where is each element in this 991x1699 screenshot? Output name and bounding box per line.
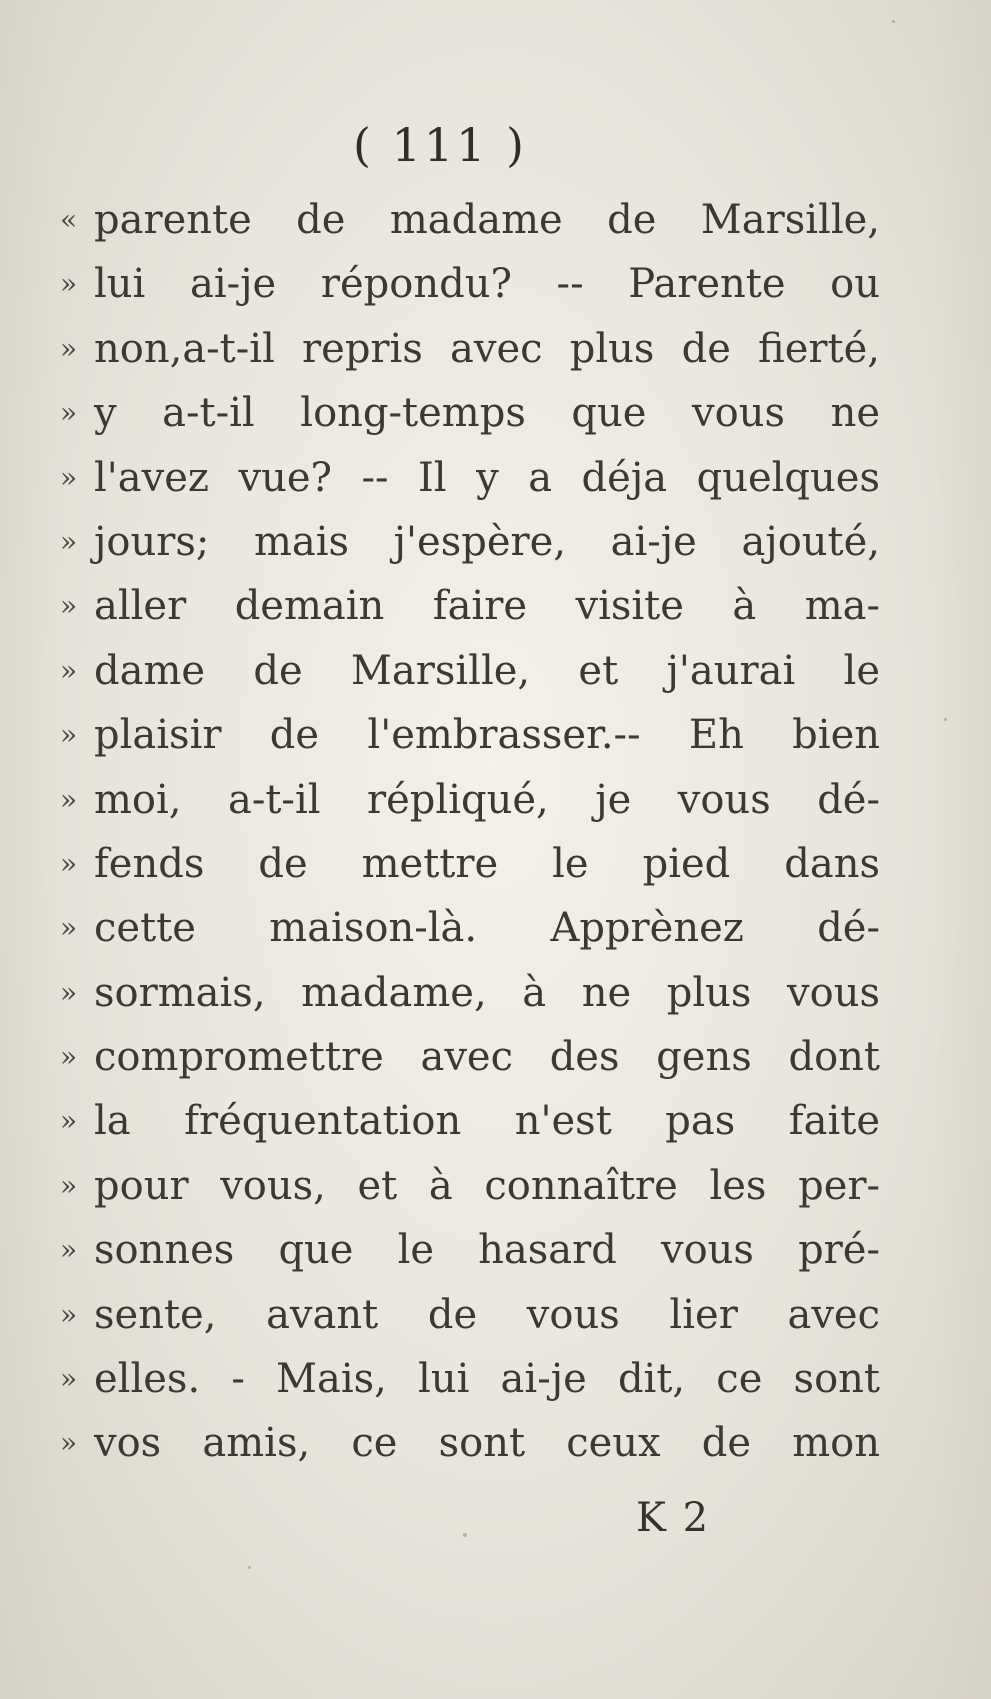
quotation-mark: » xyxy=(60,653,78,687)
line-text: jours; mais j'espère, ai-je ajouté, xyxy=(94,518,880,565)
quotation-mark: » xyxy=(60,1426,78,1460)
line-text: plaisir de l'embrasser.-- Eh bien xyxy=(94,712,880,759)
text-line xyxy=(60,1025,880,1089)
quotation-mark: » xyxy=(60,460,78,494)
text-line xyxy=(60,446,880,510)
line-text: l'avez vue? -- Il y a déja quelques xyxy=(94,454,880,501)
line-text: dame de Marsille, et j'aurai le xyxy=(94,647,880,694)
line-text: sente, avant de vous lier avec xyxy=(94,1291,880,1338)
quotation-mark: « xyxy=(60,203,78,236)
text-line xyxy=(60,381,880,445)
paper-speck xyxy=(463,1533,467,1537)
text-line xyxy=(60,703,880,767)
line-text: y a-t-il long-temps que vous ne xyxy=(94,390,880,437)
quotation-mark: » xyxy=(60,331,78,365)
text-line xyxy=(60,896,880,960)
quotation-mark: » xyxy=(60,267,78,301)
line-text: sormais, madame, à ne plus vous xyxy=(94,969,880,1016)
text-line xyxy=(60,574,880,638)
line-text: elles. - Mais, lui ai-je dit, ce sont xyxy=(94,1356,880,1403)
text-line xyxy=(60,832,880,896)
quotation-mark: » xyxy=(60,911,78,945)
line-text: lui ai-je répondu? -- Parente ou xyxy=(94,261,880,308)
quotation-mark: » xyxy=(60,589,78,623)
quotation-mark: » xyxy=(60,1040,78,1074)
line-text: aller demain faire visite à ma- xyxy=(94,583,880,630)
line-text: vos amis, ce sont ceux de mon xyxy=(94,1420,880,1467)
line-text: sonnes que le hasard vous pré- xyxy=(94,1227,880,1274)
signature-mark: K 2 xyxy=(636,1495,711,1541)
text-line xyxy=(60,188,880,252)
line-text: compromettre avec des gens dont xyxy=(94,1034,880,1081)
text-line xyxy=(60,1347,880,1411)
quotation-mark: » xyxy=(60,846,78,880)
quotation-mark: » xyxy=(60,1362,78,1396)
quotation-mark: » xyxy=(60,975,78,1009)
quotation-mark: » xyxy=(60,782,78,816)
line-text: non,a-t-il repris avec plus de fierté, xyxy=(94,325,880,372)
line-text: moi, a-t-il répliqué, je vous dé- xyxy=(94,776,880,823)
paper-speck xyxy=(892,20,895,23)
line-text: fends de mettre le pied dans xyxy=(94,840,880,887)
text-line xyxy=(60,961,880,1025)
quotation-mark: » xyxy=(60,1104,78,1138)
quotation-mark: » xyxy=(60,396,78,430)
text-line xyxy=(60,768,880,832)
text-line xyxy=(60,510,880,574)
quotation-mark: » xyxy=(60,1297,78,1331)
quotation-mark: » xyxy=(60,718,78,752)
page-number: ( 111 ) xyxy=(353,118,527,172)
paper-speck xyxy=(944,718,947,721)
text-line xyxy=(60,317,880,381)
line-text: parente de madame de Marsille, xyxy=(94,197,880,243)
line-text: pour vous, et à connaître les per- xyxy=(94,1162,880,1209)
quotation-mark: » xyxy=(60,524,78,558)
quotation-mark: » xyxy=(60,1168,78,1202)
text-block xyxy=(60,188,880,1476)
line-text: la fréquentation n'est pas faite xyxy=(94,1098,880,1145)
text-line xyxy=(60,1089,880,1153)
quotation-mark: » xyxy=(60,1233,78,1267)
text-line xyxy=(60,639,880,703)
text-line xyxy=(60,1283,880,1347)
line-text: cette maison-là. Apprènez dé- xyxy=(94,905,880,952)
text-line xyxy=(60,1411,880,1475)
text-line xyxy=(60,252,880,316)
text-line xyxy=(60,1154,880,1218)
text-line xyxy=(60,1218,880,1282)
paper-speck xyxy=(248,1566,251,1569)
